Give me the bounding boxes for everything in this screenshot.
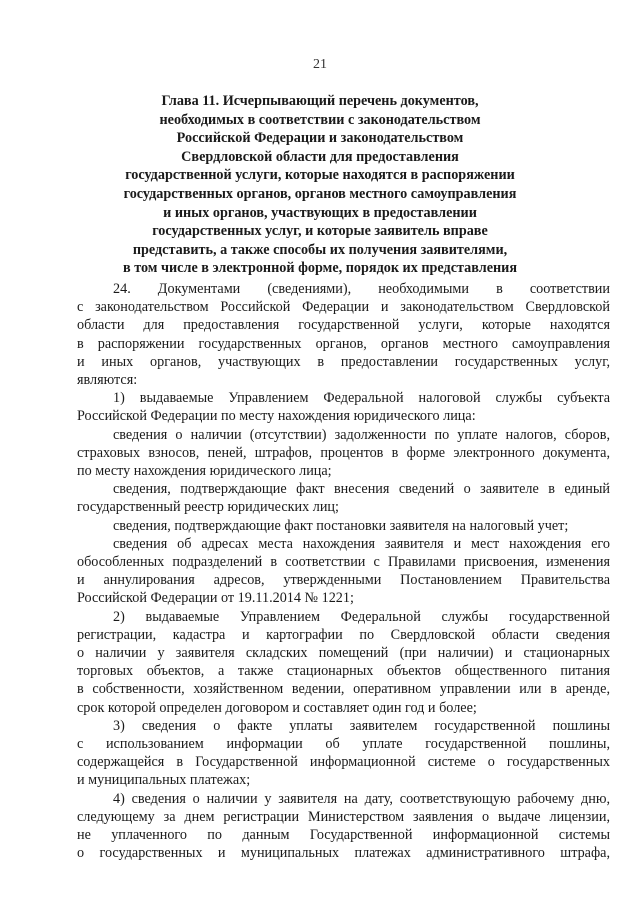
text-line: Российской Федерации от 19.11.2014 № 1221; (77, 590, 354, 607)
text-line: страховых взносов, пеней, штрафов, процентов в форме электронного документа, (77, 444, 610, 461)
chapter-title-line: государственных услуг, и которые заявитель вправе (152, 223, 488, 240)
text-line: являются: (77, 372, 138, 389)
text-line: в собственности, хозяйственном ведении, оперативном управлении или в аренде, (77, 681, 610, 698)
page-number: 21 (313, 57, 327, 72)
text-line: 3) сведения о факте уплаты заявителем государственной пошлины (113, 717, 610, 734)
text-line: содержащейся в Государственной информационной системе о государственных (77, 754, 610, 771)
text-line: сведения, подтверждающие факт постановки заявителя на налоговый учет; (113, 517, 569, 534)
text-line: не уплаченного по данным Государственной информационной системы (77, 827, 610, 844)
text-line: о государственных и муниципальных платежах административного штрафа, (77, 845, 610, 862)
text-line: и иных органов, участвующих в предоставлении государственных услуг, (77, 353, 610, 370)
text-line: 24. Документами (сведениями), необходимыми в соответствии (113, 281, 610, 297)
text-line: области для предоставления государственной услуги, которые находятся (77, 317, 610, 334)
chapter-title-line: Российской Федерации и законодательством (176, 130, 464, 147)
text-line: торговых объектов, а также стационарных объектов общественного питания (77, 663, 610, 680)
body-text (77, 280, 610, 863)
chapter-title-line: представить, а также способы их получения заявителями, (132, 241, 508, 258)
chapter-title-line: Свердловской области для предоставления (181, 148, 459, 165)
chapter-title-line: и иных органов, участвующих в предоставлении (163, 204, 477, 221)
chapter-title-line: Глава 11. Исчерпывающий перечень документов, (161, 93, 479, 109)
text-line: 2) выдаваемые Управлением Федеральной службы государственной (113, 608, 610, 625)
text-line: Российской Федерации по месту нахождения юридического лица: (77, 408, 476, 425)
text-line: с законодательством Российской Федерации и законодательством Свердловской (77, 299, 610, 316)
text-line: срок которой определен договором и составляет один год и более; (77, 699, 477, 716)
text-line: государственный реестр юридических лиц; (77, 499, 339, 516)
text-line: 4) сведения о наличии у заявителя на дату, соответствующую рабочему дню, (113, 790, 610, 807)
chapter-title-line: государственных органов, органов местного самоуправления (123, 185, 517, 202)
text-line: с использованием информации об уплате государственной пошлины, (77, 736, 610, 753)
chapter-title-line: государственной услуги, которые находятся в распоряжении (125, 167, 515, 184)
text-line: сведения об адресах места нахождения заявителя и мест нахождения его (113, 535, 610, 552)
text-line: обособленных подразделений в соответствии с Правилами присвоения, изменения (77, 554, 610, 571)
text-line: по месту нахождения юридического лица; (77, 463, 332, 480)
chapter-title-line: в том числе в электронной форме, порядок их представления (122, 260, 518, 277)
chapter-title (70, 92, 570, 278)
text-line: регистрации, кадастра и картографии по Свердловской области сведения (77, 626, 610, 643)
text-line: сведения о наличии (отсутствии) задолженности по уплате налогов, сборов, (113, 426, 610, 443)
text-line: и аннулирования адресов, утвержденными Постановлением Правительства (77, 572, 610, 589)
text-line: 1) выдаваемые Управлением Федеральной налоговой службы субъекта (113, 390, 610, 407)
text-line: сведения, подтверждающие факт внесения сведений о заявителе в единый (113, 481, 610, 498)
text-line: следующему за днем регистрации Министерством заявления о выдаче лицензии, (77, 808, 610, 825)
text-line: в распоряжении государственных органов, органов местного самоуправления (77, 335, 610, 352)
text-line: о наличии у заявителя складских помещений (при наличии) и стационарных (77, 645, 610, 662)
text-line: и муниципальных платежах; (77, 772, 251, 789)
chapter-title-line: необходимых в соответствии с законодательством (159, 111, 481, 128)
